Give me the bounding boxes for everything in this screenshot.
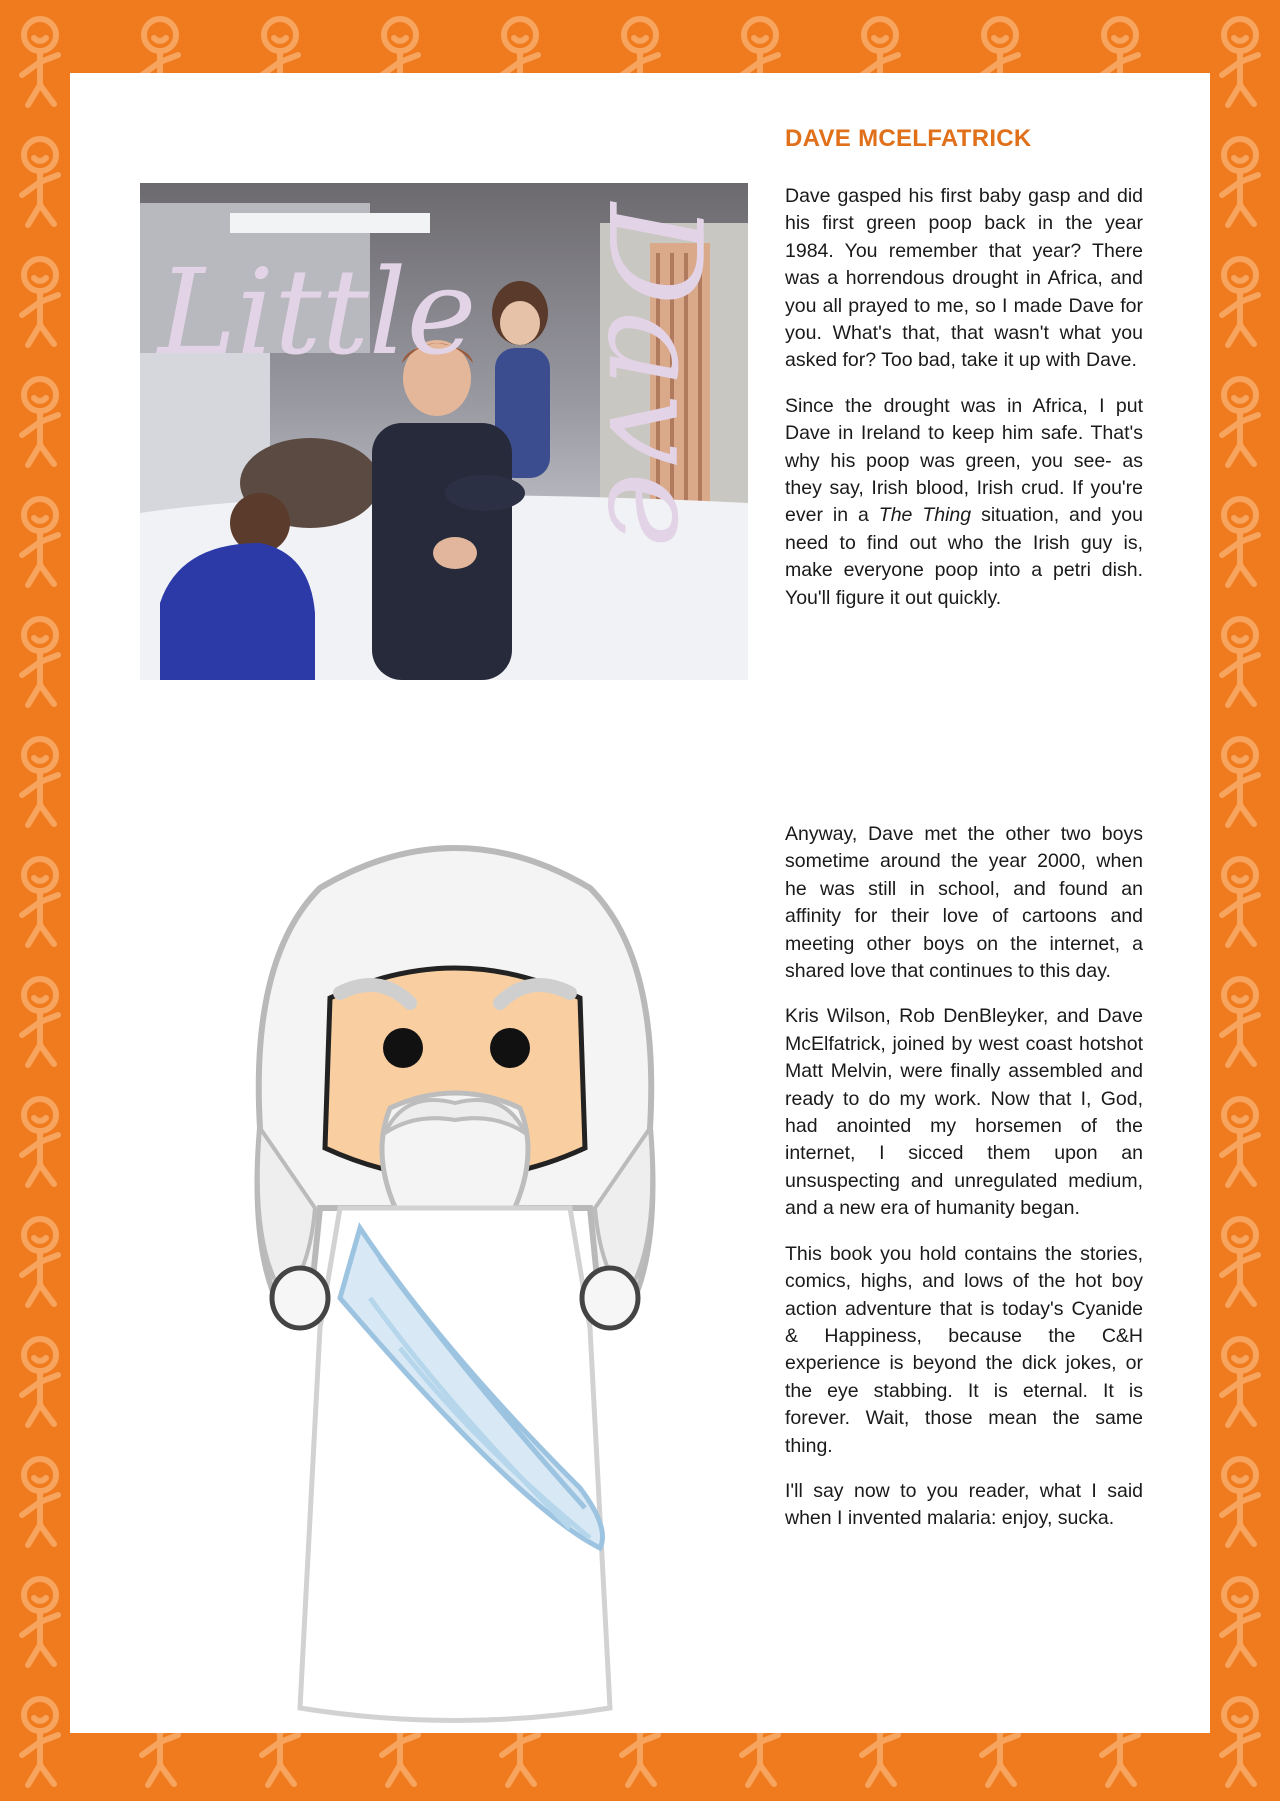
god-character-illustration bbox=[190, 828, 720, 1733]
article-column-top bbox=[785, 183, 1143, 630]
paragraph-text: Since the drought was in Africa, I put Dave in Ireland to keep him safe. That's why his poop was green, you see- as they say, Irish blood, Irish crud. If you're ever in a bbox=[785, 394, 1143, 527]
paragraph: I'll say now to you reader, what I said when I invented malaria: enjoy, sucka. bbox=[785, 1479, 1143, 1530]
overlay-dave: Dave bbox=[579, 203, 728, 554]
paragraph bbox=[785, 393, 1143, 612]
film-title: The Thing bbox=[878, 504, 972, 527]
overlay-little: Little bbox=[158, 243, 477, 381]
page-sheet bbox=[70, 73, 1210, 1733]
paragraph-text: situation, and you need to find out who the Irish guy is, make everyone poop into a petri dish. You'll figure it out quickly. bbox=[785, 504, 1143, 609]
paragraph: Anyway, Dave met the other two boys sometime around the year 2000, when he was still in school, and found an affinity for their love of cartoons and meeting other boys on the internet, a shared love that continues to this day. bbox=[785, 823, 1143, 983]
paragraph: This book you hold contains the stories, comics, highs, and lows of the hot boy action adventure that is today's Cyanide & Happiness, because the C&H experience is beyond the dick jokes, or the eye stabbing. It is eternal. It is forever. Wait, those mean the same thing. bbox=[785, 1242, 1143, 1457]
paragraph: Dave gasped his first baby gasp and did his first green poop back in the year 1984. You remember that year? There was a horrendous drought in Africa, and you all prayed to me, so I made Dave for you. What's that, that wasn't what you asked for? Too bad, take it up with Dave. bbox=[785, 185, 1143, 372]
paragraph: Kris Wilson, Rob DenBleyker, and Dave McElfatrick, joined by west coast hotshot Matt Melvin, were finally assembled and ready to do my work. Now that I, God, had anointed my horsemen of the internet, I sicced them upon an unsuspecting and unregulated medium, and a new era of humanity began. bbox=[785, 1005, 1143, 1220]
childhood-photo bbox=[140, 183, 748, 680]
article-column-bottom bbox=[785, 821, 1143, 1551]
article-heading: DAVE MCELFATRICK bbox=[785, 125, 1032, 152]
